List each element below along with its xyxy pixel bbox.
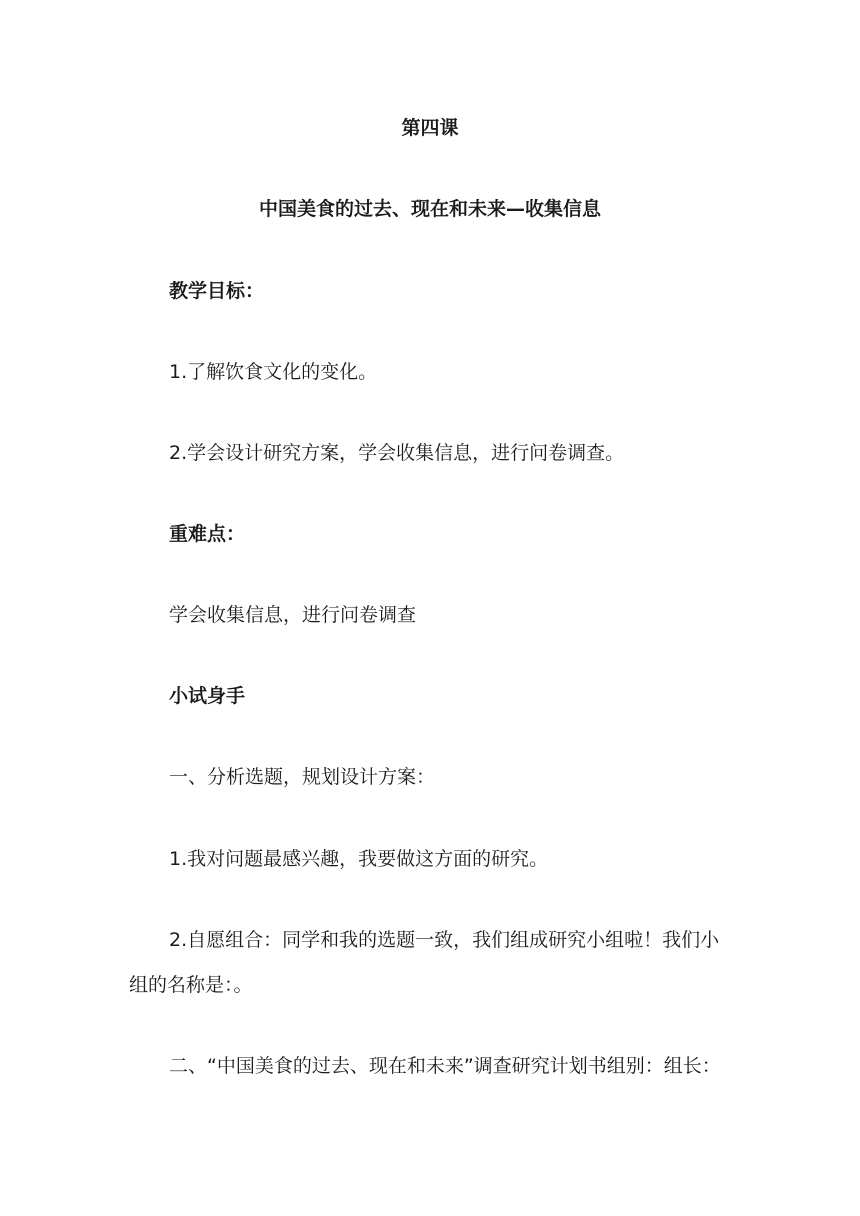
lesson-title: 第四课 (401, 117, 459, 139)
goals-heading: 教学目标： (169, 280, 265, 302)
practice-heading: 小试身手 (169, 685, 246, 707)
lesson-subtitle: 中国美食的过去、现在和未来—收集信息 (258, 198, 601, 220)
goal-item-1: 1.了解饮食文化的变化。 (169, 361, 378, 383)
section-1-heading: 一、分析选题，规划设计方案： (169, 766, 436, 788)
key-points-text: 学会收集信息，进行问卷调查 (169, 604, 417, 626)
goal-item-2: 2.学会设计研究方案，学会收集信息，进行问卷调查。 (169, 442, 625, 464)
section-1-item-1: 1.我对问题最感兴趣，我要做这方面的研究。 (169, 848, 549, 870)
key-points-heading: 重难点： (169, 523, 246, 545)
section-2-heading: 二、“中国美食的过去、现在和未来”调查研究计划书组别：组长： (169, 1055, 721, 1077)
section-1-item-2-line-2: 组的名称是：。 (129, 974, 253, 996)
section-1-item-2-line-1: 2.自愿组合：同学和我的选题一致，我们组成研究小组啦！我们小 (169, 929, 720, 951)
